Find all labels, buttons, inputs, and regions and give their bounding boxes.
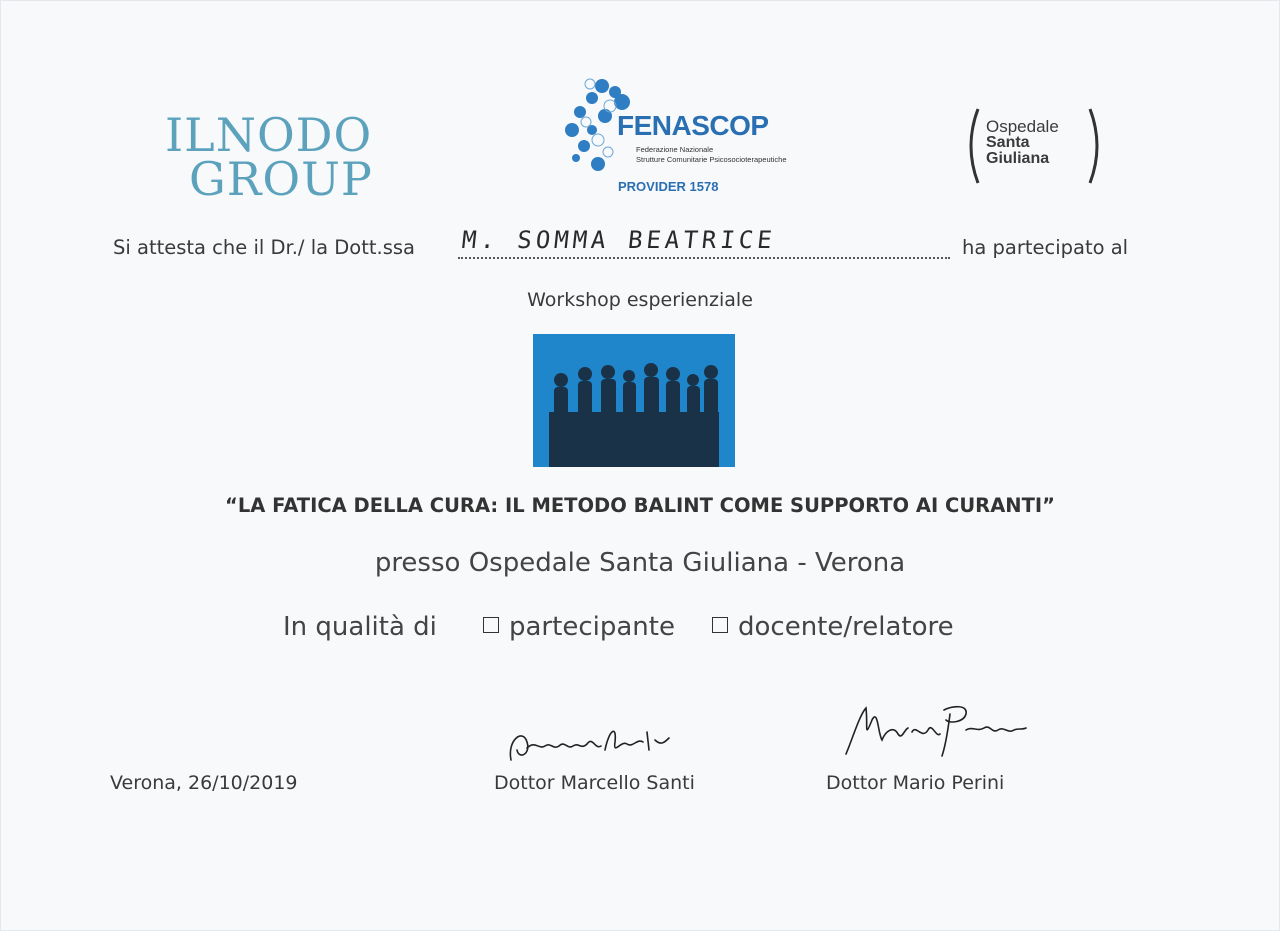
checkbox-teacher bbox=[712, 617, 728, 633]
workshop-photo bbox=[533, 334, 735, 467]
checkbox-participant bbox=[483, 617, 499, 633]
fenascop-subtitle bbox=[636, 145, 787, 165]
role-option-teacher bbox=[712, 612, 954, 642]
ospedale-line3: Giuliana bbox=[986, 150, 1050, 167]
role-option-participant bbox=[483, 612, 675, 642]
logo-nodo-line2: GROUP bbox=[189, 152, 373, 206]
role-option-participant-label: partecipante bbox=[509, 612, 675, 642]
signatory1-name: Dottor Marcello Santi bbox=[494, 772, 695, 794]
event-type: Workshop esperienziale bbox=[527, 289, 753, 311]
signature-marcello-santi bbox=[505, 720, 675, 770]
signatory2-name: Dottor Mario Perini bbox=[826, 772, 1005, 794]
certificate-date: Verona, 26/10/2019 bbox=[110, 772, 298, 794]
attest-prefix: Si attesta che il Dr./ la Dott.ssa bbox=[113, 236, 415, 259]
attest-suffix: ha partecipato al bbox=[962, 236, 1129, 259]
ospedale-line2: Santa bbox=[986, 134, 1030, 151]
role-option-teacher-label: docente/relatore bbox=[738, 612, 954, 642]
fenascop-provider: PROVIDER 1578 bbox=[618, 179, 719, 194]
silhouettes-image bbox=[533, 334, 735, 467]
event-location: presso Ospedale Santa Giuliana - Verona bbox=[374, 548, 906, 578]
fenascop-logo bbox=[562, 76, 822, 200]
logo-nodo-line1: ILNODO bbox=[165, 108, 373, 162]
name-dotted-line bbox=[458, 257, 950, 259]
ospedale-logo-text bbox=[986, 119, 1059, 167]
participant-name-handwritten: M. SOMMA BEATRICE bbox=[460, 226, 778, 254]
fenascop-subtitle-line1: Federazione Nazionale bbox=[636, 145, 714, 154]
ospedale-line1: Ospedale bbox=[986, 117, 1059, 136]
role-label: In qualità di bbox=[283, 612, 437, 642]
signature-mario-perini bbox=[842, 700, 1032, 762]
workshop-title: “LA FATICA DELLA CURA: IL METODO BALINT COME SUPPORTO AI CURANTI” bbox=[225, 494, 1055, 517]
il-nodo-group-logo bbox=[165, 108, 395, 206]
ospedale-santa-giuliana-logo bbox=[962, 105, 1108, 187]
fenascop-name: FENASCOP bbox=[617, 110, 769, 141]
fenascop-subtitle-line2: Strutture Comunitarie Psicosocioterapeutiche bbox=[636, 155, 787, 164]
